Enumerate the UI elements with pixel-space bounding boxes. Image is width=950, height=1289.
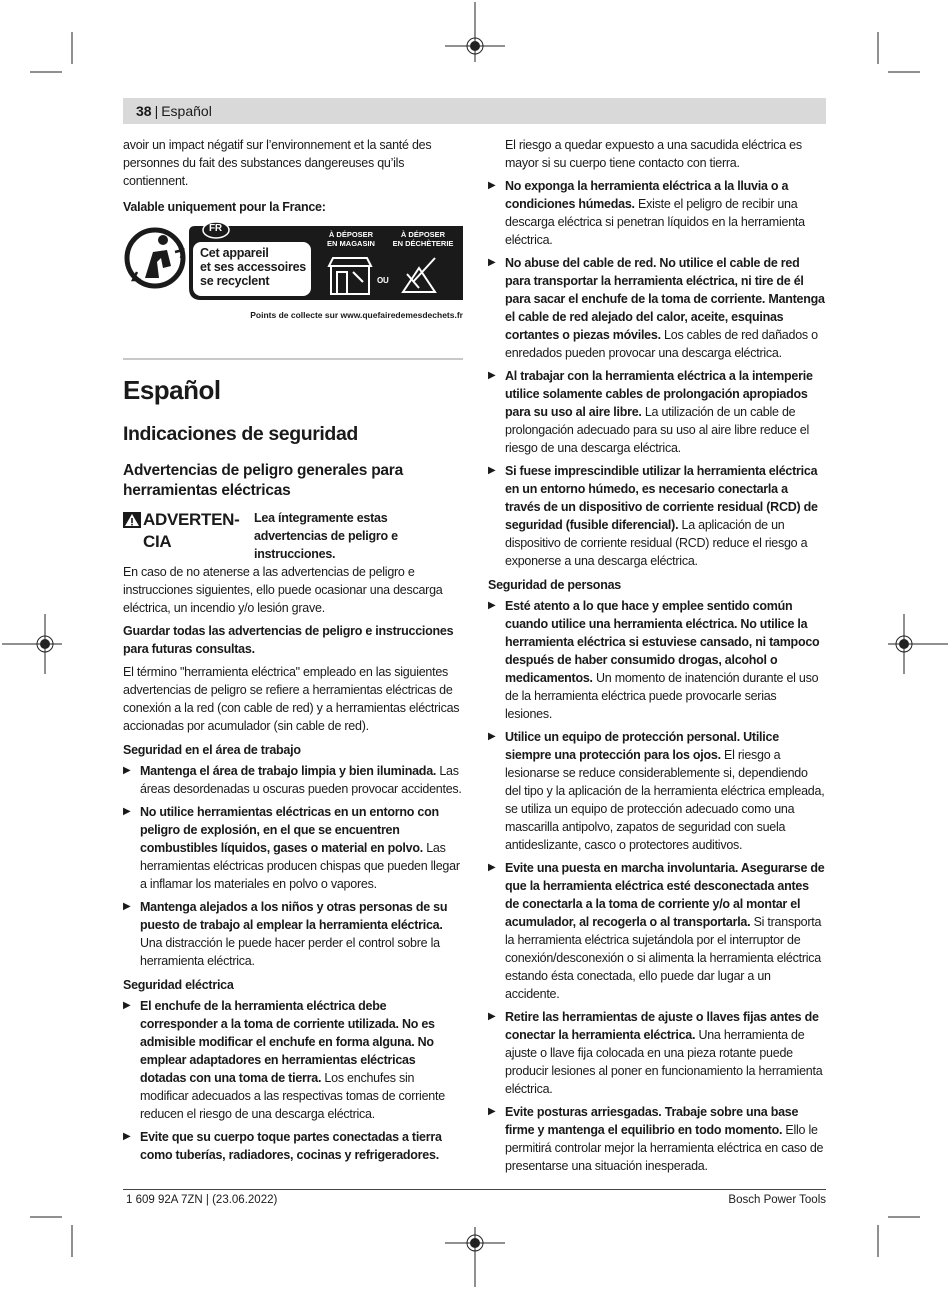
list-item (123, 762, 463, 798)
triman-recycling-logo (123, 222, 463, 334)
list-item-bold: Retire las herramientas de ajuste o llaves fijas antes de conectar la herramienta eléctrica. (505, 1010, 819, 1042)
list-item (488, 177, 826, 249)
triman-main-text (200, 246, 306, 288)
left-column (123, 136, 463, 1169)
bullet-arrow-icon: ▶ (488, 1106, 496, 1117)
triman-line-2: et ses accessoires (200, 260, 307, 274)
triman-option-or: OU (377, 276, 389, 285)
list-item-bold: Evite posturas arriesgadas. Trabaje sobre una base firme y mantenga el equilibrio en todo momento. (505, 1105, 799, 1137)
list-item-bold: No abuse del cable de red. No utilice el cable de red para transportar la herramienta eléctrica, ni tire de él para sacar el enchufe de la toma de corriente. Mantenga el cable de red alejado del calor, aceite, esquinas cortantes o piezas móviles. (505, 256, 825, 342)
list-item (488, 728, 826, 854)
general-warnings-heading: Advertencias de peligro generales para herramientas eléctricas (123, 462, 403, 499)
continuation-paragraph: El riesgo a quedar expuesto a una sacudida eléctrica es mayor si su cuerpo tiene contacto con tierra. (505, 138, 802, 170)
bullet-arrow-icon: ▶ (488, 257, 496, 268)
list-item-text: El riesgo a lesionarse se reduce considerablemente si, dependiendo del tipo y la aplicación de la herramienta eléctrica empleada, se utiliza un equipo de protección adecuado como una mascarilla antipolvo, zapatos de seguridad con suela antideslizante, casco o protectores auditivos. (505, 748, 825, 852)
triman-option-store (319, 230, 383, 248)
triman-line-1: Cet appareil (200, 246, 269, 260)
list-item-text: Ello le permitirá controlar mejor la herramienta eléctrica en caso de presentarse una situación inesperada. (505, 1123, 824, 1173)
triman-option-store-line2: EN MAGASIN (327, 239, 375, 248)
language-heading: Español (123, 375, 221, 405)
header-separator: | (154, 103, 159, 119)
list-item (488, 1008, 826, 1098)
header-language: Español (161, 103, 212, 119)
triman-badge: FR (209, 223, 222, 234)
warning-triangle-icon (123, 512, 141, 528)
list-item-bold: Evite una puesta en marcha involuntaria. Asegurarse de que la herramienta eléctrica esté desconectada antes de conectarla a la toma de corriente y/o al montar el acumulador, al recogerla o al transportarla. (505, 861, 825, 929)
warning-block (123, 509, 463, 563)
list-item-bold: Utilice un equipo de protección personal. Utilice siempre una protección para los ojos. (505, 730, 779, 762)
bullet-arrow-icon: ▶ (123, 1131, 131, 1142)
list-item-text: Existe el peligro de recibir una descarga eléctrica si penetran líquidos en la herramienta eléctrica. (505, 197, 805, 247)
france-label: Valable uniquement pour la France: (123, 200, 326, 214)
list-item-text: Las herramientas eléctricas producen chispas que pueden llegar a inflamar los materiales en polvo o vapores. (140, 841, 460, 891)
page-header (123, 98, 826, 124)
bullet-arrow-icon: ▶ (488, 600, 496, 611)
bullet-arrow-icon: ▶ (488, 1011, 496, 1022)
warning-text: En caso de no atenerse a las advertencias de peligro e instrucciones siguientes, ello puede ocasionar una descarga eléctrica, un incendio y/o lesión grave. (123, 565, 443, 615)
list-item (488, 859, 826, 1003)
list-item (488, 367, 826, 457)
list-item-text: Los cables de red dañados o enredados pueden provocar una descarga eléctrica. (505, 328, 818, 360)
intro-paragraph: avoir un impact négatif sur l’environnement et la santé des personnes du fait des substances dangereuses qu’ils contiennent. (123, 138, 432, 188)
work-area-title: Seguridad en el área de trabajo (123, 743, 301, 757)
triman-option-dump (385, 230, 461, 248)
bullet-arrow-icon: ▶ (488, 370, 496, 381)
warning-text-start (254, 509, 463, 563)
footer-doc-id: 1 609 92A 7ZN | (23.06.2022) (126, 1194, 278, 1206)
triman-option-store-line1: À DÉPOSER (328, 230, 374, 239)
keep-instructions: Guardar todas las advertencias de peligro e instrucciones para futuras consultas. (123, 624, 454, 656)
list-item-bold: No utilice herramientas eléctricas en un entorno con peligro de explosión, en el que se encuentren combustibles líquidos, gases o material en polvo. (140, 805, 439, 855)
list-item-text: Las áreas desordenadas u oscuras pueden provocar accidentes. (140, 764, 462, 796)
bullet-arrow-icon: ▶ (123, 806, 131, 817)
triman-collect-note: Points de collecte sur www.quefairedemesdechets.fr (250, 310, 463, 320)
bullet-arrow-icon: ▶ (488, 465, 496, 476)
bullet-arrow-icon: ▶ (488, 862, 496, 873)
warning-label (123, 509, 254, 563)
bullet-arrow-icon: ▶ (123, 901, 131, 912)
safety-heading: Indicaciones de seguridad (123, 423, 358, 445)
electrical-title: Seguridad eléctrica (123, 978, 234, 992)
list-item-bold: Al trabajar con la herramienta eléctrica a la intemperie utilice solamente cables de prolongación apropiados para su uso al aire libre. (505, 369, 813, 419)
list-item-bold: Si fuese imprescindible utilizar la herramienta eléctrica en un entorno húmedo, es necesario conectarla a través de un dispositivo de corriente residual (RCD) de seguridad (fusible diferencial). (505, 464, 818, 532)
list-item-bold: Esté atento a lo que hace y emplee sentido común cuando utilice una herramienta eléctrica. No utilice la herramienta eléctrica si estuviese cansado, ni tampoco después de haber consumido drogas, alcohol o medicamentos. (505, 599, 820, 685)
bullet-arrow-icon: ▶ (123, 1000, 131, 1011)
list-item-bold: El enchufe de la herramienta eléctrica debe corresponder a la toma de corriente utilizada. No es admisible modificar el enchufe en forma alguna. No emplear adaptadores en herramientas eléctricas dotadas con una toma de tierra. (140, 999, 435, 1085)
triman-option-dump-line2: EN DÉCHÈTERIE (392, 239, 454, 248)
list-item (123, 898, 463, 970)
section-rule (123, 358, 463, 360)
list-item (123, 803, 463, 893)
list-item-text: Un momento de inatención durante el uso de la herramienta eléctrica puede provocarle serias lesiones. (505, 671, 819, 721)
list-item (488, 462, 826, 570)
list-item-text: La utilización de un cable de prolongación adecuado para su uso al aire libre reduce el riesgo de una descarga eléctrica. (505, 405, 810, 455)
list-item-text: Los enchufes sin modificar adecuados a las respectivas tomas de corriente reducen el riesgo de una descarga eléctrica. (140, 1071, 445, 1121)
bullet-arrow-icon: ▶ (123, 765, 131, 776)
list-item (123, 997, 463, 1123)
persons-title: Seguridad de personas (488, 578, 621, 592)
bullet-arrow-icon: ▶ (488, 731, 496, 742)
footer-brand: Bosch Power Tools (728, 1194, 826, 1206)
list-item-bold: Mantenga alejados a los niños y otras personas de su puesto de trabajo al emplear la herramienta eléctrica. (140, 900, 448, 932)
list-item-text: Una distracción le puede hacer perder el control sobre la herramienta eléctrica. (140, 936, 440, 968)
list-item-bold: Evite que su cuerpo toque partes conectadas a tierra como tuberías, radiadores, cocinas y refrigeradores. (140, 1130, 442, 1162)
warning-bold-text: Lea íntegramente estas advertencias de peligro e instrucciones. (254, 511, 398, 561)
list-item-text: La aplicación de un dispositivo de corriente residual (RCD) reduce el riesgo a exponerse a una descarga eléctrica. (505, 518, 808, 568)
term-definition: El término "herramienta eléctrica" empleado en las siguientes advertencias de peligro se refiere a herramientas eléctricas de conexión a la red (con cable de red) y a herramientas eléctricas accionadas por acumulador (sin cable de red). (123, 665, 460, 733)
right-column (488, 136, 826, 1180)
list-item-text: Una herramienta de ajuste o llave fija colocada en una pieza rotante puede producir lesiones al poner en funcionamiento la herramienta eléctrica. (505, 1028, 823, 1096)
list-item (123, 1128, 463, 1164)
list-item-bold: No exponga la herramienta eléctrica a la lluvia o a condiciones húmedas. (505, 179, 789, 211)
triman-line-3: se recyclent (200, 274, 270, 288)
triman-option-dump-line1: À DÉPOSER (400, 230, 446, 239)
list-item (488, 597, 826, 723)
list-item (488, 1103, 826, 1175)
warning-title: ADVERTEN-CIA (143, 510, 240, 551)
page-number: 38 (136, 103, 152, 119)
list-item (488, 254, 826, 362)
bullet-arrow-icon: ▶ (488, 180, 496, 191)
list-item-bold: Mantenga el área de trabajo limpia y bien iluminada. (140, 764, 437, 778)
page-footer (123, 1189, 826, 1206)
list-item-text: Si transporta la herramienta eléctrica sujetándola por el interruptor de conexión/desconexión o si alimenta la herramienta eléctrica estando ésta conectada, ello puede dar lugar a un accidente. (505, 915, 822, 1001)
